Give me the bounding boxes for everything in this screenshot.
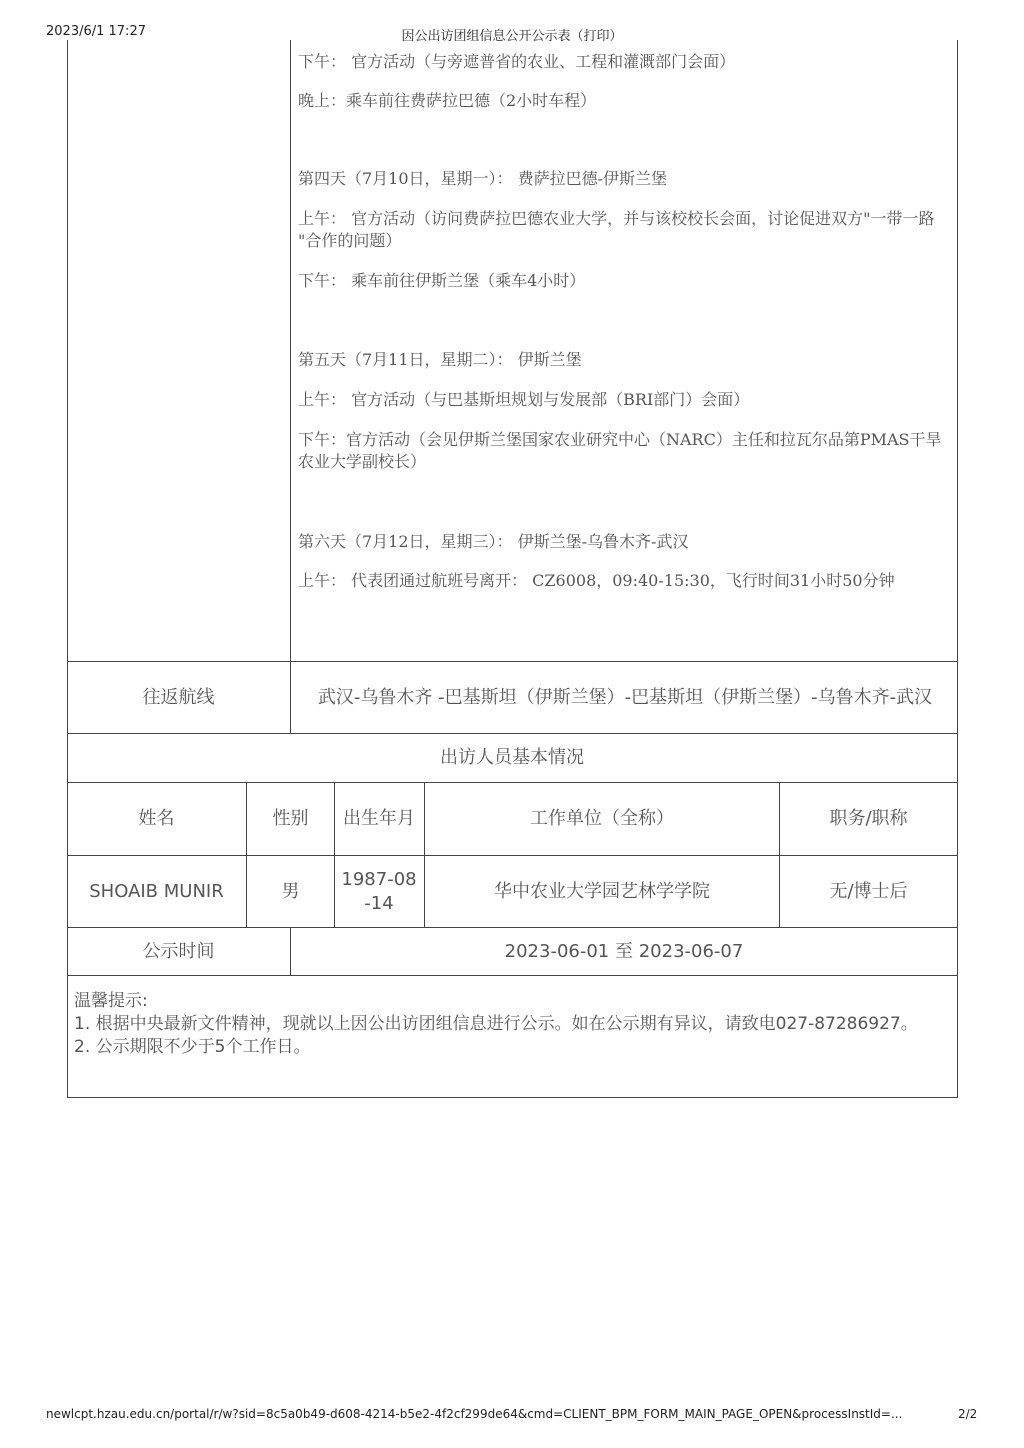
notice-item: 1. 根据中央最新文件精神，现就以上因公出访团组信息进行公示。如在公示期有异议，请致电027-87286927。 bbox=[74, 1014, 918, 1034]
print-page-number: 2/2 bbox=[958, 1407, 978, 1421]
itinerary-day-heading: 第六天（7月12日，星期三）： 伊斯兰堡-乌鲁木齐-武汉 bbox=[298, 532, 689, 551]
itinerary-line: 上午： 代表团通过航班号离开： CZ6008，09:40-15:30，飞行时间31小时50分钟 bbox=[298, 571, 895, 590]
print-datetime: 2023/6/1 17:27 bbox=[46, 24, 146, 39]
notice-title: 温馨提示: bbox=[74, 991, 148, 1011]
publicity-table bbox=[67, 40, 958, 1098]
member-birth: 1987-08-14 bbox=[341, 868, 417, 914]
itinerary-day-heading: 第四天（7月10日，星期一）： 费萨拉巴德-伊斯兰堡 bbox=[298, 169, 668, 188]
member-name: SHOAIB MUNIR bbox=[89, 880, 224, 902]
member-title: 无/博士后 bbox=[829, 880, 908, 902]
itinerary-line: 晚上：乘车前往费萨拉巴德（2小时车程） bbox=[298, 91, 597, 110]
header-birth: 出生年月 bbox=[343, 808, 415, 829]
itinerary-line: 下午： 乘车前往伊斯兰堡（乘车4小时） bbox=[298, 271, 586, 290]
header-gender: 性别 bbox=[272, 808, 309, 829]
members-section-title: 出访人员基本情况 bbox=[440, 747, 584, 768]
publicity-value: 2023-06-01 至 2023-06-07 bbox=[504, 940, 744, 962]
itinerary-line: 上午： 官方活动（访问费萨拉巴德农业大学，并与该校校长会面，讨论促进双方"一带一路 "合作的问题） bbox=[298, 209, 935, 250]
print-page-title: 因公出访团组信息公开公示表（打印） bbox=[401, 29, 623, 44]
route-label: 往返航线 bbox=[142, 686, 215, 708]
notice-item: 2. 公示期限不少于5个工作日。 bbox=[74, 1037, 311, 1057]
header-name: 姓名 bbox=[138, 808, 175, 829]
itinerary-day-heading: 第五天（7月11日，星期二）： 伊斯兰堡 bbox=[298, 350, 582, 369]
member-gender: 男 bbox=[281, 880, 300, 902]
member-employer: 华中农业大学园艺林学学院 bbox=[494, 880, 710, 902]
header-title: 职务/职称 bbox=[829, 808, 908, 829]
itinerary-line: 下午： 官方活动（与旁遮普省的农业、工程和灌溉部门会面） bbox=[298, 52, 736, 71]
itinerary-line: 上午： 官方活动（与巴基斯坦规划与发展部（BRI部门）会面） bbox=[298, 390, 750, 409]
publicity-label: 公示时间 bbox=[142, 940, 215, 962]
notice-block bbox=[74, 990, 950, 1059]
print-url: newlcpt.hzau.edu.cn/portal/r/w?sid=8c5a0b49-d608-4214-b5e2-4f2cf299de64&cmd=CLIENT_BPM_FORM_MAIN_PAGE_OPEN&processInstId=... bbox=[46, 1407, 903, 1421]
itinerary-line: 下午：官方活动（会见伊斯兰堡国家农业研究中心（NARC）主任和拉瓦尔品第PMAS干旱农业大学副校长） bbox=[298, 430, 942, 471]
route-value: 武汉-乌鲁木齐 -巴基斯坦（伊斯兰堡）-巴基斯坦（伊斯兰堡）-乌鲁木齐-武汉 bbox=[317, 686, 933, 708]
header-employer: 工作单位（全称） bbox=[530, 808, 674, 829]
